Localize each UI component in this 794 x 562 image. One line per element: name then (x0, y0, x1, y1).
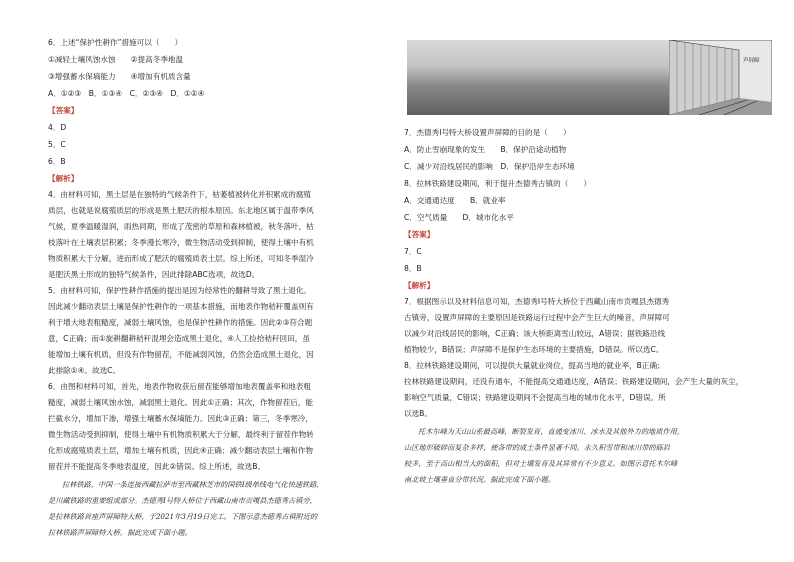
right-text-line: 8．B (404, 264, 422, 273)
right-text-line: 古镇旁，设置声屏障的主要原因是铁路运行过程中会产生巨大的噪音，声屏障可 (404, 313, 670, 322)
left-text-line: ①减轻土壤风蚀水蚀 ②提高冬季地温 (48, 55, 184, 64)
right-text-line: C．减少对沿线居民的影响 D．保护沿岸生态环境 (404, 162, 575, 171)
right-text-line: 较多，至于高山相当大的面积，但对土壤发育及其异常有不少意义。如图示意托木尔峰 (404, 459, 678, 468)
left-text-line: 此排除①④。故选C。 (48, 366, 121, 375)
right-text-line: 南北坡土壤垂直分带状况。据此完成下面小题。 (404, 475, 555, 484)
left-text-line: 气候，夏季温暖湿润，雨热同期，形成了茂密的草原和森林植被，秋冬落叶，枯 (48, 222, 314, 231)
left-text-line: 6．由图和材料可知，首先，地表作物收获后留茬能够增加地表覆盖率和地表粗 (48, 382, 312, 391)
right-text-line: 7．C (404, 247, 422, 256)
left-text-line: 4．由材料可知，黑土层是在独特的气候条件下，枯萎植被转化并积累成的腐殖 (48, 190, 312, 199)
left-text-line: 留茬并不能提高冬季地表温度，因此②错误。综上所述，故选B。 (48, 462, 266, 471)
right-text-line: 7．根据图示以及材料信息可知，杰德秀Ⅰ号特大桥位于西藏山南市贡嘎县杰德秀 (404, 297, 670, 306)
left-text-line: 拦截水分，增加下渗，增强土壤蓄水保墒能力。因此③正确；第三，冬季寒冷， (48, 414, 313, 423)
left-text-line: 6．上述“保护性耕作”措施可以（ ） (48, 38, 183, 47)
right-text-line: A．防止雪崩现象的发生 B．保护沿途动植物 (404, 145, 567, 154)
left-text-line: 5．由材料可知，保护性耕作措施的提出是因为经常性的翻耕导致了黑土退化。 (48, 286, 312, 295)
left-text-line: 【解析】 (48, 174, 79, 183)
left-text-line: 化形成腐殖质表土层，增加土壤有机质，因此④正确；减少翻动表层土壤和作物 (48, 446, 313, 455)
right-text-line: 【答案】 (404, 230, 435, 239)
left-text-line: 是肥沃黑土形成的独特气候条件，因此排除ABC选项，故选D。 (48, 270, 260, 279)
right-text-line: 7．杰德秀Ⅰ号特大桥设置声屏障的目的是（ ） (404, 128, 571, 137)
right-text-line: 以减少对沿线居民的影响，C正确；该大桥距离雪山较远，A错误；据铁路沿线 (404, 329, 666, 338)
left-text-line: 因此减少翻动表层土壤是保护性耕作的一项基本措施，而地表作物秸秆覆盖则有 (48, 302, 314, 311)
railway-photo (407, 40, 669, 115)
left-text-line: 物质积累大于分解，进而形成了肥沃的腐殖质表土层。综上所述，可知冬季湿冷 (48, 254, 314, 263)
left-text-line: 5．C (48, 140, 66, 149)
right-text-line: 托木尔峰为天山山系最高峰，断裂发育，直通变冰川、冰水及其他外力的地质作用， (418, 427, 684, 436)
barrier-label: 声屏障 (743, 58, 760, 64)
right-text-line: 影响空气质量，C错误；铁路建设期间不会提高当地的城市化水平，D错误。所 (404, 393, 666, 402)
right-text-line: 山区地形破碎而复杂多样，使各带的成土条件显著不同。永久积雪带和冰川带的砾岩 (404, 443, 670, 452)
right-text-line: 以选B。 (404, 409, 432, 418)
left-text-line: 拉林铁路，中国一条连接西藏拉萨市至西藏林芝市的国铁Ⅰ级单线电气化快速铁路， (62, 480, 324, 489)
right-text-line: 拉林铁路建设期间，还没有通车，不能提高交通通达度，A错误；铁路建设期间，会产生大量的灰尘， (404, 377, 744, 386)
left-text-line: 4．D (48, 123, 67, 132)
right-text-line: 8．拉林铁路建设期间，利于提升杰德秀古镇的（ ） (404, 179, 592, 188)
right-text-line: A．交通通达度 B．就业率 (404, 196, 506, 205)
sound-barrier-figure (669, 40, 772, 115)
right-text-line: C．空气质量 D．城市化水平 (404, 213, 514, 222)
left-text-line: 6．B (48, 157, 66, 166)
right-text-line: 植物较少，B错误；声屏障不是保护生态环境的主要措施，D错误。所以选C。 (404, 345, 664, 354)
left-text-line: 意，C正确；而①旋耕翻耕秸秆混埋会造成黑土退化，④人工捡拾秸秆回田，虽 (48, 334, 310, 343)
right-text-line: 【解析】 (404, 281, 435, 290)
left-text-line: 质层，也就是说腐殖质层的形成是黑土肥沃的根本原因。东北地区属于温带季风 (48, 206, 314, 215)
left-text-line: 能增加土壤有机质，但没有作物留茬，不能减弱风蚀，仍然会造成黑土退化，因 (48, 350, 314, 359)
left-text-line: 利于增大地表粗糙度，减弱土壤风蚀，也是保护性耕作的措施。因此②③符合题 (48, 318, 313, 327)
left-text-line: 是拉林铁路首座声屏障特大桥，于2021年3月19日完工。下图示意杰德秀古镇附近的 (48, 512, 318, 521)
left-text-line: 拉林铁路声屏障特大桥。据此完成下面小题。 (48, 528, 192, 537)
left-text-line: 微生物活动受到抑制，使得土壤中有机物质积累大于分解，最终利于留茬作物转 (48, 430, 314, 439)
left-text-line: 糙度，减弱土壤风蚀水蚀，减弱黑土退化。因此①正确；其次，作物留茬后，能 (48, 398, 313, 407)
left-text-line: A．①②③ B．①③④ C．②③④ D．①②④ (48, 89, 205, 98)
left-text-line: 【答案】 (48, 106, 79, 115)
left-text-line: 枝落叶在土壤表层积累；冬季漫长寒冷，微生物活动受到抑制，使得土壤中有机 (48, 238, 314, 247)
left-text-line: 是川藏铁路的重要组成部分。杰德秀Ⅰ号特大桥位于西藏山南市贡嘎县杰德秀古镇旁， (48, 496, 317, 505)
left-text-line: ③增强蓄水保墒能力 ④增加有机质含量 (48, 72, 191, 81)
right-text-line: 8．拉林铁路建设期间，可以提供大量就业岗位，提高当地的就业率，B正确； (404, 361, 665, 370)
